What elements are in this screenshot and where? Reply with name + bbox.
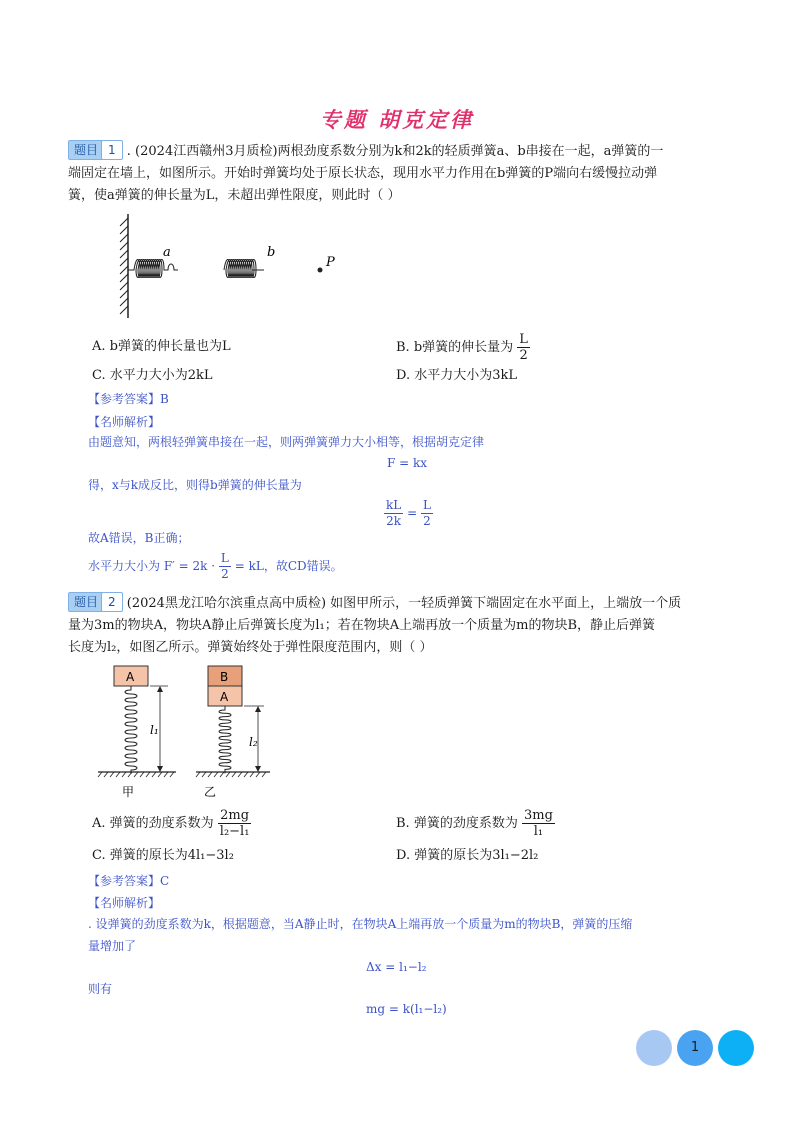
q2-text-3: 长度为l₂，如图乙所示。弹簧始终处于弹性限度范围内，则（ ） [68, 640, 433, 655]
q1-option-a[interactable]: A. b弹簧的伸长量也为L [92, 339, 231, 354]
question-number: 2 [101, 592, 123, 612]
question-badge: 题目 [68, 140, 104, 160]
equals: = [407, 506, 418, 520]
q2-text-2: 量为3m的物块A，物块A静止后弹簧长度为l₁；若在物块A上端再放一个质量为m的物块B，静止后弹簧 [68, 618, 656, 633]
q1-analysis-4 [88, 551, 343, 582]
q1-optb-text: B. b弹簧的伸长量为 [396, 340, 514, 355]
q2-optb-text: B. 弹簧的劲度系数为 [396, 816, 518, 831]
q1-option-c[interactable]: C. 水平力大小为2kL [92, 368, 213, 383]
page-number-badge [636, 1030, 754, 1066]
q1-answer: 【参考答案】B [88, 392, 169, 406]
q2-analysis-2: 则有 [88, 982, 113, 996]
q1-option-b[interactable] [396, 332, 530, 363]
q1-analysis-head: 【名师解析】 [88, 415, 161, 429]
q2-formula-2: mg = k(l₁−l₂) [366, 1002, 447, 1016]
block-a-label: A [126, 670, 135, 684]
q2-analysis-1b: 量增加了 [88, 939, 137, 953]
numerator: L [519, 332, 528, 347]
question-2-stem [68, 592, 728, 659]
denominator: 2k [386, 514, 402, 528]
numerator: 3mg [523, 808, 553, 823]
block-a-yi-label: A [220, 690, 229, 704]
question-number: 1 [101, 140, 123, 160]
q1-analysis-2: 得，x与k成反比，则得b弹簧的伸长量为 [88, 478, 302, 492]
fraction [522, 808, 555, 839]
q2-text-1: (2024黑龙江哈尔滨重点高中质检) 如图甲所示，一轻质弹簧下端固定在水平面上，上端放一个质 [126, 596, 682, 611]
numerator: 2mg [218, 808, 252, 824]
label-a: a [163, 245, 171, 260]
q2-analysis-1: . 设弹簧的劲度系数为k，根据题意，当A静止时，在物块A上端再放一个质量为m的物块B，弹簧的压缩 [88, 917, 633, 931]
q1-analysis-1: 由题意知，两根轻弹簧串接在一起，则两弹簧弹力大小相等，根据胡克定律 [88, 435, 485, 449]
fraction [384, 498, 403, 529]
q2-option-d[interactable]: D. 弹簧的原长为3l₁−2l₂ [396, 848, 539, 863]
q2-option-b[interactable] [396, 808, 555, 839]
denominator: l₁ [533, 824, 544, 839]
numerator: L [220, 551, 229, 565]
spring-yi [219, 706, 231, 773]
figure-vertical-springs [92, 660, 282, 802]
fraction [421, 498, 433, 529]
deco-circle-left [636, 1030, 672, 1066]
page-title: 专题 胡克定律 [319, 107, 475, 132]
label-jia: 甲 [122, 785, 135, 799]
denominator: 2 [519, 348, 528, 363]
q2-option-c[interactable]: C. 弹簧的原长为4l₁−3l₂ [92, 848, 234, 863]
q2-analysis-head: 【名师解析】 [88, 896, 161, 910]
denominator: 2 [221, 567, 229, 581]
text: 水平力大小为 F′ = 2k · [88, 559, 216, 573]
label-l2: l₂ [249, 735, 258, 749]
q1-text-1: . (2024江西赣州3月质检)两根劲度系数分别为k和2k的轻质弹簧a、b串接在一起，a弹簧的一 [126, 144, 664, 159]
q1-line-1 [68, 140, 728, 163]
q2-answer: 【参考答案】C [88, 874, 170, 888]
label-l1: l₁ [150, 723, 159, 737]
numerator: kL [386, 498, 402, 512]
spring-jia [125, 686, 137, 774]
q2-line-1 [68, 592, 728, 615]
q1-formula-2 [384, 498, 433, 529]
fraction [219, 551, 231, 582]
q1-option-d[interactable]: D. 水平力大小为3kL [396, 368, 518, 383]
denominator: l₂−l₁ [219, 824, 250, 839]
question-1-stem [68, 140, 728, 207]
figure-springs-wall [110, 210, 350, 322]
label-yi: 乙 [204, 785, 217, 799]
spring-b [224, 260, 264, 278]
deco-circle-right [718, 1030, 754, 1066]
text: = kL，故CD错误。 [234, 559, 343, 573]
q2-formula-1: Δx = l₁−l₂ [366, 960, 427, 974]
denominator: 2 [423, 514, 431, 528]
page-number: 1 [690, 1040, 700, 1055]
block-b-label: B [220, 670, 229, 684]
q1-analysis-3: 故A错误，B正确； [88, 531, 190, 545]
q2-opta-text: A. 弹簧的劲度系数为 [92, 816, 214, 831]
q1-text-3: 簧，使a弹簧的伸长量为L，未超出弹性限度，则此时（ ） [68, 188, 401, 203]
fraction [218, 808, 252, 839]
q1-text-2: 端固定在墙上，如图所示。开始时弹簧均处于原长状态，现用水平力作用在b弹簧的P端向右缓慢拉动弹 [68, 166, 658, 181]
numerator: L [422, 498, 431, 512]
q2-option-a[interactable] [92, 808, 251, 839]
label-p: P [326, 255, 335, 270]
label-b: b [267, 245, 276, 260]
point-p [318, 268, 323, 273]
question-badge: 题目 [68, 592, 104, 612]
q1-formula-1: F = kx [387, 456, 428, 470]
spring-a [128, 260, 178, 278]
fraction [517, 332, 530, 363]
